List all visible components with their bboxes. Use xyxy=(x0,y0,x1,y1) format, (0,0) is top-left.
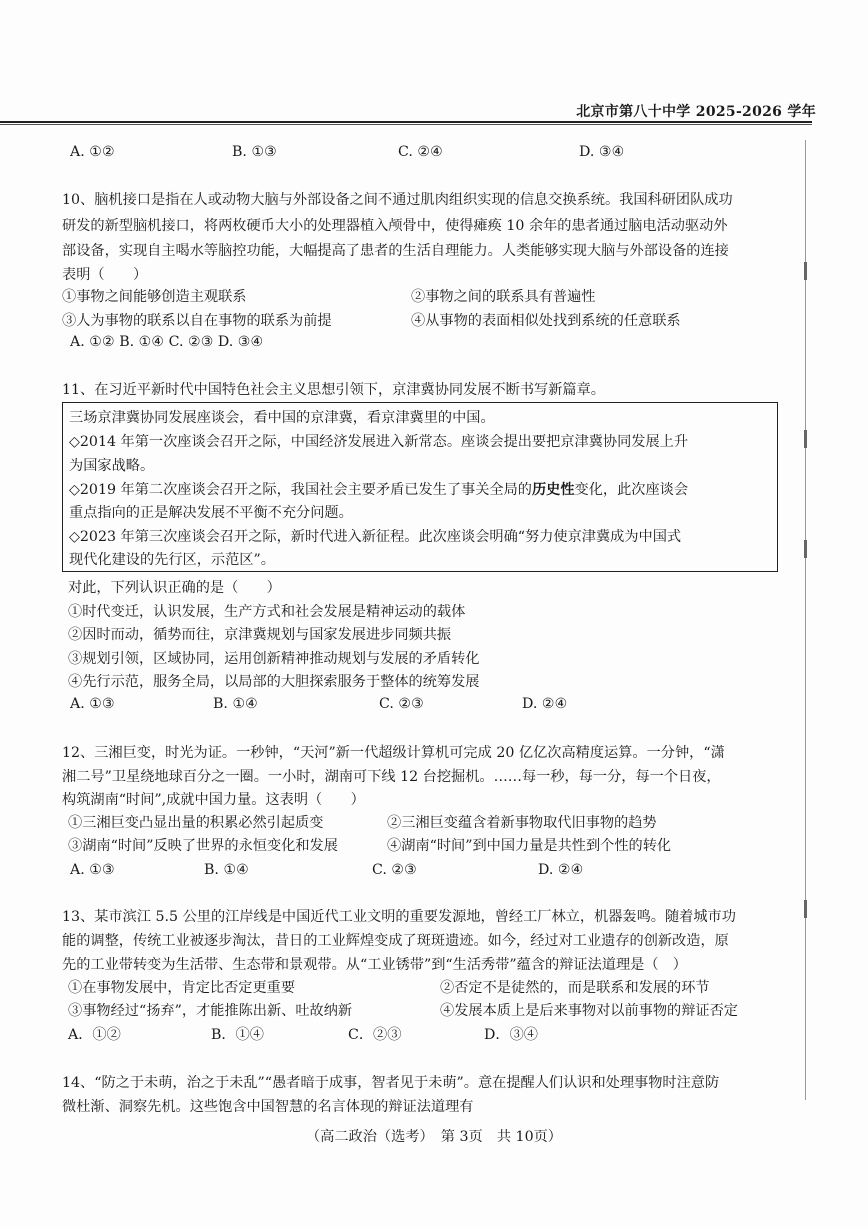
binding-margin-mark xyxy=(804,900,807,918)
q11-box-para3: ◇2023 年第三次座谈会召开之际，新时代进入新征程。此次座谈会明确“努力使京津冀成为中国式 xyxy=(69,529,682,545)
q10-stem-line: 10、脑机接口是指在人或动物大脑与外部设备之间不通过肌肉组织实现的信息交换系统。我国科研团队成功 xyxy=(62,192,733,208)
binding-margin-mark xyxy=(804,540,807,558)
q12-option-d: D. ②④ xyxy=(538,862,584,878)
q12-stem-line: 构筑湖南“时间”,成就中国力量。这表明（ ） xyxy=(62,792,365,808)
q11-option-d: D. ②④ xyxy=(522,696,568,712)
q11-option-c: C. ②③ xyxy=(379,696,424,712)
q12-statement-1: ①三湘巨变凸显出量的积累必然引起质变 xyxy=(68,815,324,831)
q11-statement-1: ①时代变迁，认识发展，生产方式和社会发展是精神运动的载体 xyxy=(68,604,466,620)
q11-box-para3-cont: 现代化建设的先行区，示范区”。 xyxy=(69,552,275,568)
q12-statement-3: ③湖南“时间”反映了世界的永恒变化和发展 xyxy=(68,838,338,854)
q11-statement-3: ③规划引领，区域协同，运用创新精神推动规划与发展的矛盾转化 xyxy=(68,651,480,667)
q14-stem-line: 微杜渐、洞察先机。这些饱含中国智慧的名言体现的辩证法道理有 xyxy=(62,1099,474,1115)
binding-margin-mark xyxy=(804,430,807,448)
q11-option-b: B. ①④ xyxy=(213,696,258,712)
q13-stem-line: 13、某市滨江 5.5 公里的江岸线是中国近代工业文明的重要发源地，曾经工厂林立，机器轰鸣。随着城市功 xyxy=(62,909,736,925)
q11-statement-2: ②因时而动，循势而往，京津冀规划与国家发展进步同频共振 xyxy=(68,627,452,643)
q12-option-c: C. ②③ xyxy=(372,862,417,878)
header-school-title: 北京市第八十中学 2025-2026 学年 xyxy=(576,104,816,120)
q11-statement-4: ④先行示范，服务全局，以局部的大胆探索服务于整体的统筹发展 xyxy=(68,674,480,690)
binding-margin-line xyxy=(805,140,806,1100)
q11-box-para1-cont: 为国家战略。 xyxy=(69,458,155,474)
q13-option-b: B．①④ xyxy=(211,1027,264,1043)
q9-option-a: A. ①② xyxy=(70,144,115,160)
q10-statement-4: ④从事物的表面相似处找到系统的任意联系 xyxy=(411,313,681,329)
q11-option-a: A. ①③ xyxy=(70,696,115,712)
q11-question: 对此，下列认识正确的是（ ） xyxy=(68,580,281,596)
q13-statement-4: ④发展本质上是后来事物对以前事物的辩证否定 xyxy=(440,1003,738,1019)
q11-box-para2-cont: 重点指向的正是解决发展不平衡不充分问题。 xyxy=(69,505,353,521)
q10-statement-3: ③人为事物的联系以自在事物的联系为前提 xyxy=(62,313,332,329)
q13-statement-3: ③事物经过“扬弃”，才能推陈出新、吐故纳新 xyxy=(68,1003,353,1019)
q10-options: A. ①② B. ①④ C. ②③ D. ③④ xyxy=(70,334,264,350)
q12-stem-line: 12、三湘巨变，时光为证。一秒钟，“天河”新一代超级计算机可完成 20 亿亿次高精度运算。一分钟，“潇 xyxy=(62,745,725,761)
q10-statement-2: ②事物之间的联系具有普遍性 xyxy=(411,289,596,305)
q9-option-d: D. ③④ xyxy=(579,144,625,160)
page-footer: （高二政治（选考） 第 3页 共 10页） xyxy=(305,1129,562,1145)
q12-option-b: B. ①④ xyxy=(204,862,249,878)
q11-box-para2-pre: ◇2019 年第二次座谈会召开之际，我国社会主要矛盾已发生了事关全局的 xyxy=(69,482,532,498)
q14-stem-line: 14、“防之于未萌，治之于未乱”“愚者暗于成事，智者见于未萌”。意在提醒人们认识和处理事物时注意防 xyxy=(62,1075,720,1091)
q11-box-para2-post: 变化，此次座谈会 xyxy=(574,482,689,498)
q11-stem: 11、在习近平新时代中国特色社会主义思想引领下，京津冀协同发展不断书写新篇章。 xyxy=(62,382,605,398)
q12-statement-4: ④湖南“时间”到中国力量是共性到个性的转化 xyxy=(387,838,672,854)
q13-statement-2: ②否定不是徒然的，而是联系和发展的环节 xyxy=(440,980,710,996)
binding-margin-mark xyxy=(804,262,807,280)
q13-stem-line: 能的调整，传统工业被逐步淘汰，昔日的工业辉煌变成了斑斑遗迹。如今，经过对工业遗存的创新改造，原 xyxy=(62,933,729,949)
q13-option-a: A．①② xyxy=(68,1027,121,1043)
q12-option-a: A. ①③ xyxy=(70,862,115,878)
q11-box-para2-bold: 历史性 xyxy=(531,482,575,498)
q11-material-box xyxy=(62,402,778,572)
q11-box-para2 xyxy=(69,480,688,500)
q13-statement-1: ①在事物发展中，肯定比否定更重要 xyxy=(68,980,296,996)
q12-stem-line: 湘二号”卫星绕地球百分之一圈。一小时，湖南可下线 12 台挖掘机。……每一秒，每一分，每一个日夜， xyxy=(62,769,721,785)
header-rule-thin xyxy=(0,124,812,125)
q9-option-c: C. ②④ xyxy=(398,144,443,160)
q11-box-para1: ◇2014 年第一次座谈会召开之际，中国经济发展进入新常态。座谈会提出要把京津冀协同发展上升 xyxy=(69,434,689,450)
q13-stem-line: 先的工业带转变为生活带、生态带和景观带。从“工业锈带”到“生活秀带”蕴含的辩证法道理是（ ） xyxy=(62,957,687,973)
q13-option-d: D．③④ xyxy=(484,1027,538,1043)
q10-stem-line: 研发的新型脑机接口，将两枚硬币大小的处理器植入颅骨中，使得瘫痪 10 余年的患者通过脑电活动驱动外 xyxy=(62,218,728,234)
q13-option-c: C．②③ xyxy=(348,1027,402,1043)
q10-statement-1: ①事物之间能够创造主观联系 xyxy=(62,289,247,305)
header-rule xyxy=(0,121,812,123)
q10-stem-line: 部设备，实现自主喝水等脑控功能，大幅提高了患者的生活自理能力。人类能够实现大脑与外部设备的连接 xyxy=(62,243,729,259)
q11-box-intro: 三场京津冀协同发展座谈会，看中国的京津冀，看京津冀里的中国。 xyxy=(69,410,495,426)
q9-option-b: B. ①③ xyxy=(232,144,277,160)
q12-statement-2: ②三湘巨变蕴含着新事物取代旧事物的趋势 xyxy=(387,815,657,831)
q10-stem-line: 表明（ ） xyxy=(62,267,148,283)
